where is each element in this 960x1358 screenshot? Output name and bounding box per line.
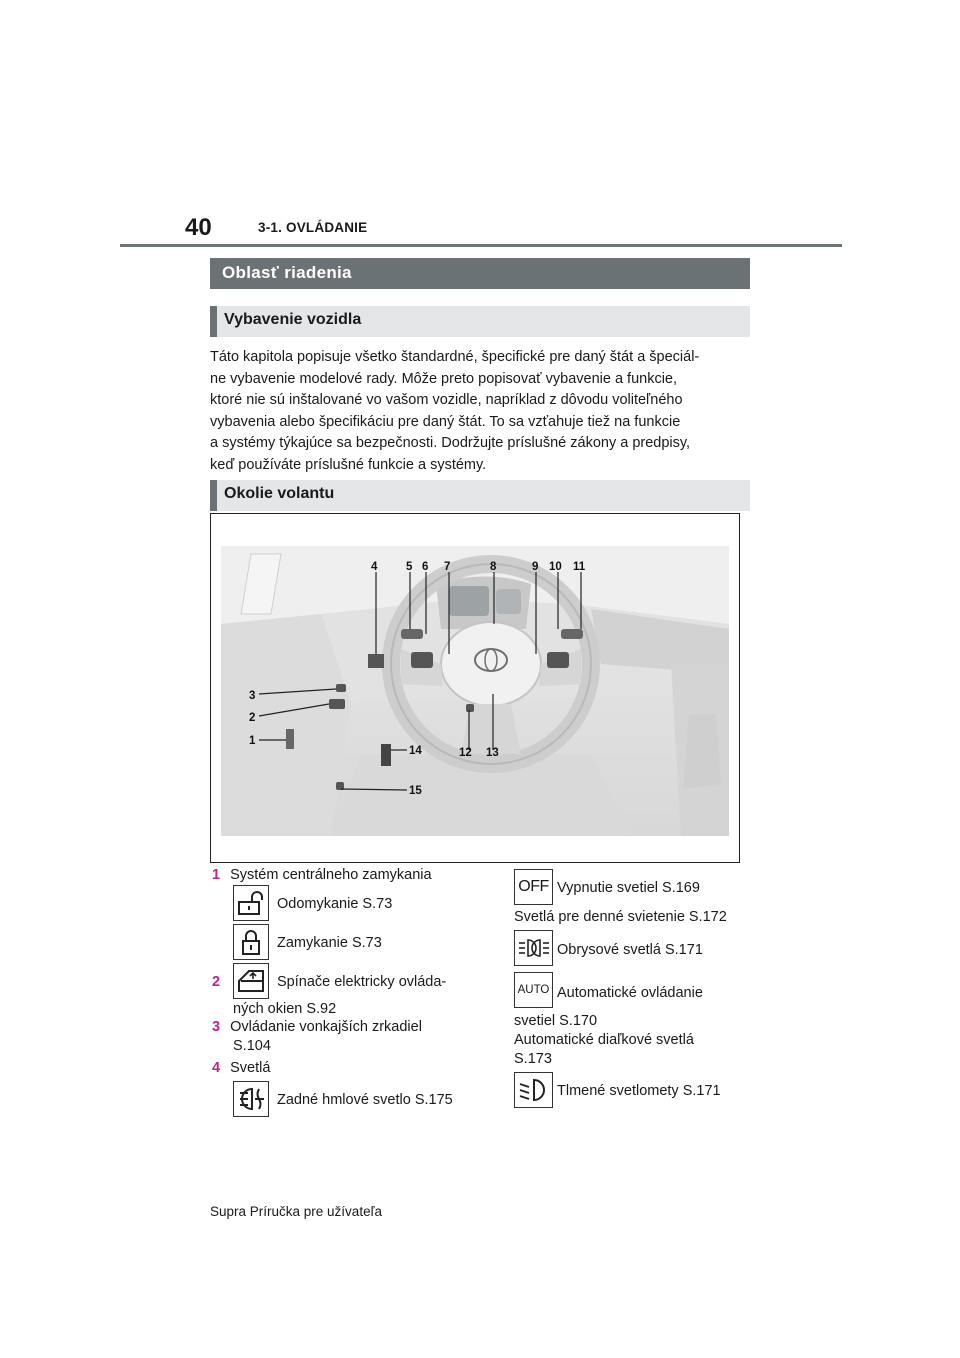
lock-icon — [233, 924, 269, 960]
intro-line: keď používáte príslušné funkcie a systémy. — [210, 456, 487, 473]
chapter-title: Oblasť riadenia — [222, 263, 352, 282]
callout-1: 1 — [249, 735, 256, 747]
item-2-text: Spínače elektricky ovláda- — [277, 974, 447, 990]
item-4: 4 Svetlá — [212, 1060, 271, 1076]
callout-15: 15 — [409, 785, 422, 797]
unlock-text: Odomykanie S.73 — [277, 896, 393, 912]
callout-7: 7 — [444, 561, 451, 573]
callout-5: 5 — [406, 561, 413, 573]
subsection-bar — [210, 306, 750, 337]
drl-text: Svetlá pre denné svietenie S.172 — [514, 909, 727, 925]
steering-area-illustration — [210, 513, 740, 863]
auto-high-beam-text-cont: S.173 — [514, 1051, 552, 1067]
low-beam-icon — [514, 1072, 553, 1108]
intro-line: ktoré nie sú inštalované vo vašom vozidle, napríklad z dôvodu voliteľného — [210, 392, 683, 409]
auto-high-beam-text: Automatické diaľkové svetlá — [514, 1032, 694, 1048]
intro-paragraph — [210, 347, 760, 477]
callout-13: 13 — [486, 747, 499, 759]
callout-12: 12 — [459, 747, 472, 759]
callout-11: 11 — [573, 561, 586, 573]
callout-3: 3 — [249, 690, 256, 702]
item-2-text-cont: ných okien S.92 — [233, 1001, 337, 1017]
intro-line: Táto kapitola popisuje všetko štandardné, špecifické pre daný štát a špeciál- — [210, 349, 700, 365]
page-number: 40 — [185, 214, 212, 241]
auto-lights-text-cont: svetiel S.170 — [514, 1013, 598, 1029]
callout-9: 9 — [532, 561, 539, 573]
intro-line: a systémy týkajúce sa bezpečnosti. Dodržujte príslušné zákony a predpisy, — [210, 435, 691, 452]
page-footer: Supra Príručka pre užívateľa — [210, 1204, 383, 1219]
callout-14: 14 — [409, 745, 422, 757]
subsection-marker — [210, 306, 217, 337]
callout-10: 10 — [549, 561, 562, 573]
auto-lights-icon: AUTO — [514, 972, 553, 1008]
subsection-bar — [210, 480, 750, 511]
power-window-icon — [233, 963, 269, 999]
callout-2: 2 — [249, 712, 256, 724]
rear-fog-text: Zadné hmlové svetlo S.175 — [277, 1092, 453, 1108]
lock-text: Zamykanie S.73 — [277, 935, 382, 951]
subsection-marker — [210, 480, 217, 511]
position-lights-icon — [514, 930, 553, 966]
item-text: Systém centrálneho zamykania — [230, 867, 432, 883]
low-beam-text: Tlmené svetlomety S.171 — [557, 1083, 721, 1099]
item-1 — [212, 866, 432, 884]
auto-lights-text: Automatické ovládanie — [557, 985, 703, 1001]
lights-off-icon: OFF — [514, 869, 553, 905]
lights-off-text: Vypnutie svetiel S.169 — [557, 880, 700, 896]
cockpit-drawing — [211, 514, 738, 861]
unlock-icon — [233, 885, 269, 921]
callout-4: 4 — [371, 561, 378, 573]
subsection-title: Okolie volantu — [224, 485, 335, 502]
subsection-title: Vybavenie vozidla — [224, 311, 362, 328]
item-3-text-cont: S.104 — [233, 1038, 271, 1054]
callout-8: 8 — [490, 561, 497, 573]
rear-fog-light-icon — [233, 1081, 269, 1117]
header-divider — [120, 244, 842, 247]
chapter-title-bar — [210, 258, 750, 289]
item-2-number: 2 — [212, 974, 221, 990]
section-label: 3-1. OVLÁDANIE — [258, 220, 368, 235]
intro-line: ne vybavenie modelové rady. Môže preto popisovať vybavenie a funkcie, — [210, 370, 678, 387]
item-3: 3 Ovládanie vonkajších zrkadiel — [212, 1019, 422, 1035]
intro-line: vybavenia alebo špecifikáciu pre daný štát. To sa vzťahuje tiež na funkcie — [210, 413, 681, 430]
callout-6: 6 — [422, 561, 429, 573]
position-lights-text: Obrysové svetlá S.171 — [557, 942, 703, 958]
item-number: 1 — [212, 867, 221, 883]
